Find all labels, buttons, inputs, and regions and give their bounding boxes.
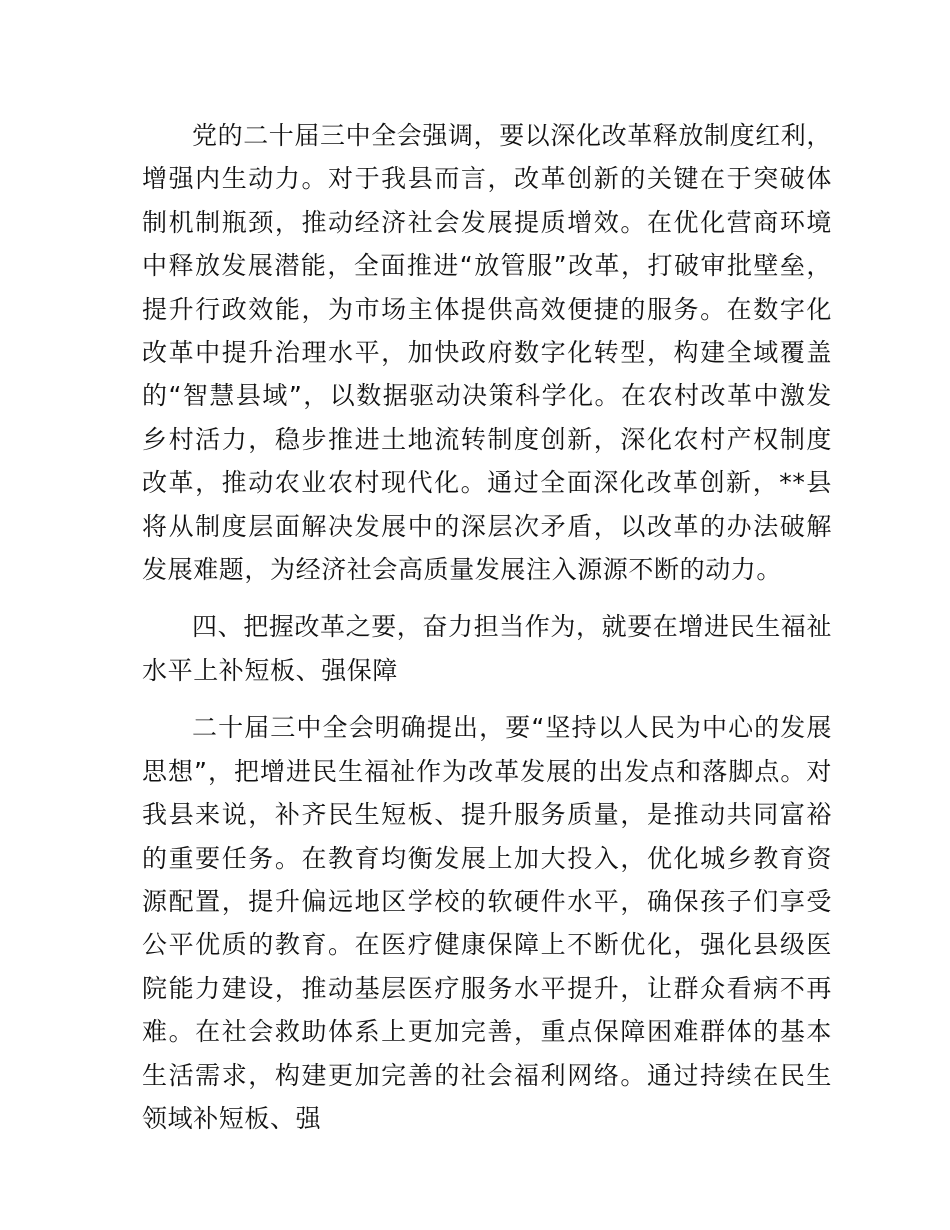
section-heading-four: 四、把握改革之要，奋力担当作为，就要在增进民生福祉水平上补短板、强保障 <box>142 612 833 685</box>
document-body <box>142 114 832 1140</box>
body-paragraph-reform: 党的二十届三中全会强调，要以深化改革释放制度红利，增强内生动力。对于我县而言，改革创新的关键在于突破体制机制瓶颈，推动经济社会发展提质增效。在优化营商环境中释放发展潜能，全面推进“放管服”改革，打破审批壁垒，提升行政效能，为市场主体提供高效便捷的服务。在数字化改革中提升治理水平，加快政府数字化转型，构建全域覆盖的“智慧县域”，以数据驱动决策科学化。在农村改革中激发乡村活力，稳步推进土地流转制度创新，深化农村产权制度改革，推动农业农村现代化。通过全面深化改革创新，**县将从制度层面解决发展中的深层次矛盾，以改革的办法破解发展难题，为经济社会高质量发展注入源源不断的动力。 <box>142 121 833 585</box>
body-paragraph-livelihood: 二十届三中全会明确提出，要“坚持以人民为中心的发展思想”，把增进民生福祉作为改革发展的出发点和落脚点。对我县来说，补齐民生短板、提升服务质量，是推动共同富裕的重要任务。在教育均衡发展上加大投入，优化城乡教育资源配置，提升偏远地区学校的软硬件水平，确保孩子们享受公平优质的教育。在医疗健康保障上不断优化，强化县级医院能力建设，推动基层医疗服务水平提升，让群众看病不再难。在社会救助体系上更加完善，重点保障困难群体的基本生活需求，构建更加完善的社会福利网络。通过持续在民生领域补短板、强 <box>142 713 832 1133</box>
